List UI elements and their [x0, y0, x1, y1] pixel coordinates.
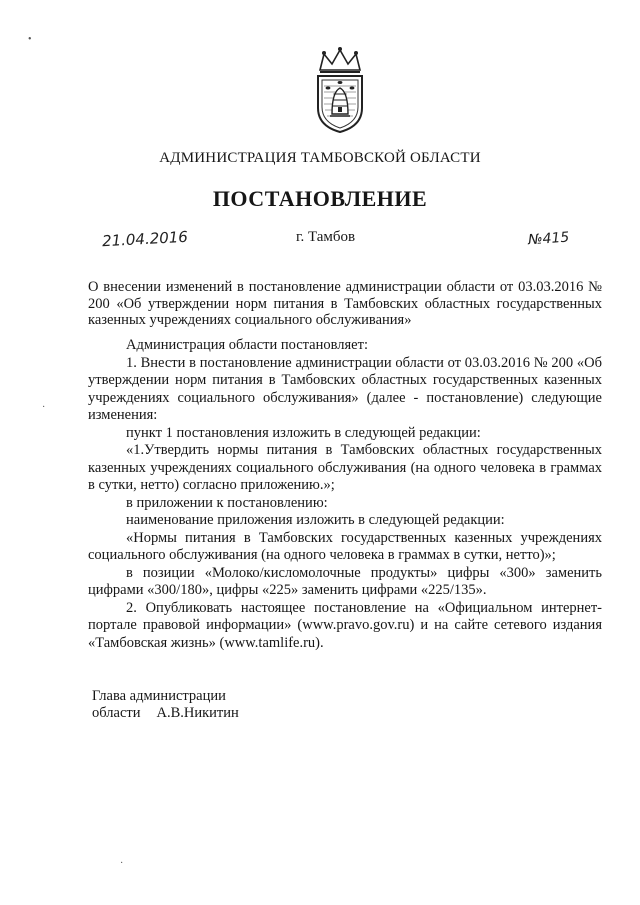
- paragraph: 1. Внести в постановление администрации области от 03.03.2016 № 200 «Об утверждении норм питания в Тамбовских областных государственных казенных учреждениях социального обслуживания» (далее - постановление) следующие изменения:: [88, 354, 602, 423]
- scan-speck: •: [28, 34, 32, 45]
- paragraph: «1.Утвердить нормы питания в Тамбовских областных государственных казенных учреждениях социального обслуживания (на одного человека в граммах в сутки, нетто) согласно приложению.»;: [88, 442, 602, 493]
- paragraph: 2. Опубликовать настоящее постановление на «Официальном интернет-портале правовой информации» (www.pravo.gov.ru) и на сайте сетевого издания «Тамбовская жизнь» (www.tamlife.ru).: [88, 599, 602, 651]
- paragraph: «Нормы питания в Тамбовских государственных казенных учреждениях социального обслуживания (на одного человека в граммах в сутки, нетто)»;: [88, 529, 602, 563]
- paragraph: пункт 1 постановления изложить в следующей редакции:: [126, 424, 481, 441]
- signature-block: [92, 688, 239, 722]
- document-city: г. Тамбов: [296, 229, 356, 245]
- scan-speck: ·: [42, 402, 46, 413]
- document-date: 21.04.2016: [101, 227, 189, 251]
- paragraph: в позиции «Молоко/кисломолочные продукты» цифры «300» заменить цифрами «300/180», цифры «225» заменить цифрами «225/135».: [88, 564, 602, 598]
- paragraph: в приложении к постановлению:: [126, 494, 328, 511]
- scan-speck: ·: [120, 858, 124, 869]
- signatory-position: Глава администрации: [92, 688, 226, 704]
- document-number: №415: [527, 229, 570, 249]
- organization-name: АДМИНИСТРАЦИЯ ТАМБОВСКОЙ ОБЛАСТИ: [159, 150, 481, 166]
- document-subject: О внесении изменений в постановление администрации области от 03.03.2016 № 200 «Об утверждении норм питания в Тамбовских областных государственных казенных учреждениях социального обслуживания»: [88, 279, 602, 328]
- document-title: ПОСТАНОВЛЕНИЕ: [212, 186, 428, 211]
- signatory-position-region: области: [92, 705, 141, 721]
- paragraph: наименование приложения изложить в следующей редакции:: [126, 512, 505, 528]
- signatory-name: А.В.Никитин: [156, 705, 239, 721]
- paragraph: Администрация области постановляет:: [126, 337, 368, 353]
- coat-of-arms-emblem: [306, 44, 374, 134]
- document-body: [88, 337, 602, 652]
